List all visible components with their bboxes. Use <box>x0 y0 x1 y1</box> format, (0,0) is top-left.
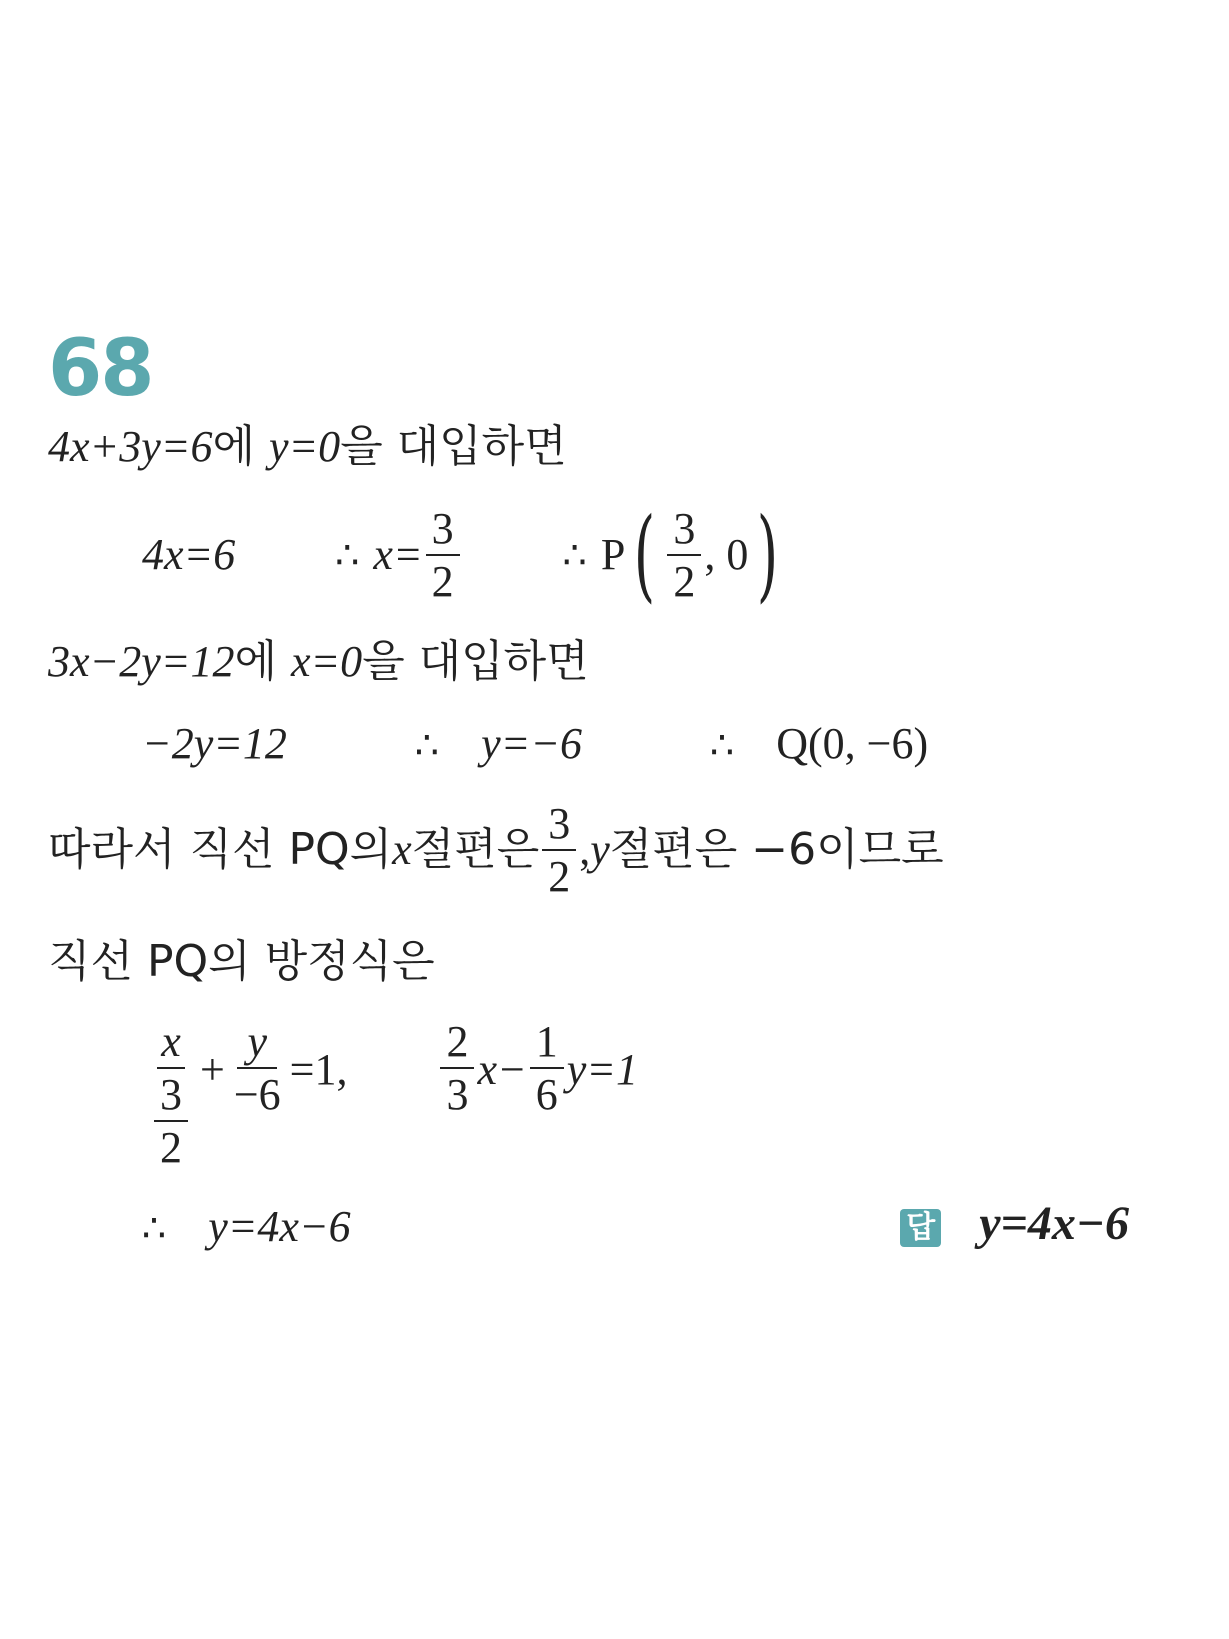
fraction-two-thirds <box>440 1017 474 1119</box>
fraction-denominator <box>145 1069 197 1170</box>
final-equation: y=4x−6 <box>208 1202 351 1251</box>
var-y: y <box>590 825 610 874</box>
inner-fraction <box>154 1070 188 1172</box>
x-intercept-fraction <box>542 798 576 901</box>
therefore-symbol: ∴ <box>414 723 440 767</box>
step2-results <box>142 719 929 768</box>
plus-sign: + <box>200 1045 225 1094</box>
fraction-three-halves <box>426 503 460 606</box>
therefore-symbol: ∴ <box>335 533 360 577</box>
answer-badge: 답 <box>900 1209 941 1247</box>
fraction-denominator: 2 <box>160 1123 182 1172</box>
step1-particle: 에 <box>212 421 269 472</box>
fraction-numerator: x <box>157 1020 185 1069</box>
step2-eq1: −2y=12 <box>142 719 287 768</box>
fraction-numerator: 3 <box>426 507 460 556</box>
step2-equation: 3x−2y=12 <box>48 637 235 686</box>
fraction-numerator: 3 <box>542 802 576 851</box>
point-p-x-fraction <box>667 503 701 606</box>
fraction-one-sixth <box>530 1017 564 1119</box>
term-x: x− <box>477 1045 527 1094</box>
problem-number: 68 <box>48 324 153 414</box>
fraction-denominator: 2 <box>548 851 571 901</box>
fraction-denominator: 2 <box>673 556 696 606</box>
step2-lead <box>48 636 589 687</box>
step3-text-c: , <box>579 825 591 874</box>
answer-value: y=4x−6 <box>979 1197 1129 1250</box>
step4-final <box>142 1202 351 1251</box>
step1-eq1: 4x=6 <box>142 530 236 579</box>
right-paren: ) <box>757 496 779 613</box>
var-x: x <box>392 825 412 874</box>
step1-results <box>142 496 787 613</box>
step1-equation: 4x+3y=6 <box>48 422 213 471</box>
step4-equations <box>142 1017 638 1172</box>
fraction-numerator: 1 <box>530 1020 564 1069</box>
step3-text-b: 절편은 <box>411 824 540 875</box>
step3-text-d: 절편은 −6이므로 <box>609 824 944 875</box>
fraction-denominator: 6 <box>535 1070 558 1119</box>
step3-line2: 직선 PQ의 방정식은 <box>48 936 435 987</box>
step2-text: 을 대입하면 <box>362 636 589 687</box>
therefore-symbol: ∴ <box>710 723 735 767</box>
fraction-numerator: 3 <box>154 1073 188 1122</box>
step1-text: 을 대입하면 <box>340 421 567 472</box>
fraction-y <box>228 1017 287 1119</box>
fraction-numerator: y <box>237 1020 277 1069</box>
point-p-label: P <box>600 530 626 579</box>
fraction-denominator: 3 <box>446 1070 469 1119</box>
step2-eq2: y=−6 <box>481 719 583 768</box>
step3-text-a: 따라서 직선 PQ의 <box>48 824 393 875</box>
fraction-numerator: 3 <box>667 507 701 556</box>
answer-row <box>900 1197 1129 1250</box>
therefore-symbol: ∴ <box>142 1206 167 1250</box>
step2-substitution: x=0 <box>290 637 363 686</box>
point-q: Q(0, −6) <box>776 719 929 768</box>
step1-eq2-lhs: x= <box>373 530 423 579</box>
left-paren: ( <box>634 496 656 613</box>
therefore-symbol: ∴ <box>562 533 587 577</box>
step1-substitution: y=0 <box>268 422 341 471</box>
fraction-denominator: 2 <box>431 556 454 606</box>
fraction-numerator: 2 <box>440 1020 474 1069</box>
step3-intercepts <box>48 800 944 900</box>
step2-particle: 에 <box>234 636 291 687</box>
point-p-rest: , 0 <box>704 530 749 579</box>
equals-one: =1, <box>289 1045 348 1094</box>
term-y: y=1 <box>566 1045 638 1094</box>
fraction-denominator: −6 <box>233 1070 281 1119</box>
complex-fraction-x <box>145 1017 197 1172</box>
step1-lead <box>48 421 567 472</box>
